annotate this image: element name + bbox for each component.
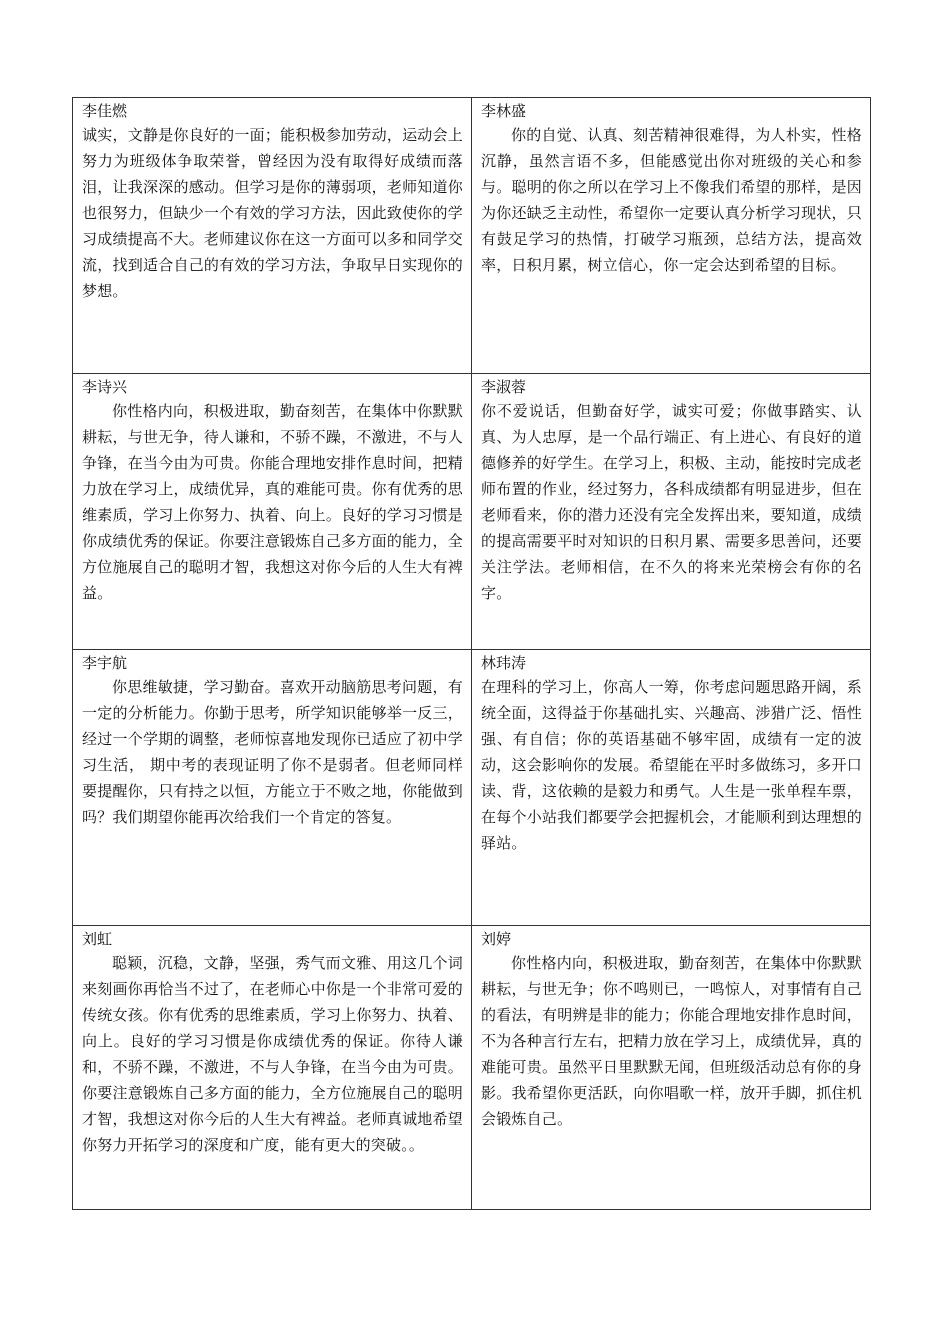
comment-cell-liu-hong bbox=[73, 926, 472, 1209]
comment-text: 你不爱说话，但勤奋好学，诚实可爱；你做事踏实、认真、为人忠厚，是一个品行端正、有上进心、有良好的道德修养的好学生。在学习上，积极、主动，能按时完成老师布置的作业，经过努力，各科成绩都有明显进步，但在老师看来，你的潜力还没有完全发挥出来，要知道，成绩的提高需要平时对知识的日积月累、需要多思善问，还要关注学法。老师相信，在不久的将来光荣榜会有你的名字。 bbox=[481, 402, 862, 602]
student-name: 李诗兴 bbox=[82, 378, 128, 396]
comment-cell-li-jiaran bbox=[73, 98, 472, 374]
comment-cell-lin-weitao bbox=[472, 650, 870, 926]
student-name: 李宇航 bbox=[82, 654, 128, 672]
student-name: 李佳燃 bbox=[82, 102, 128, 120]
comment-cell-li-yuhang bbox=[73, 650, 472, 926]
comments-table bbox=[72, 97, 871, 1210]
student-name: 刘婷 bbox=[481, 930, 512, 948]
comment-cell-li-linsheng bbox=[472, 98, 870, 374]
comment-cell-li-shixing bbox=[73, 374, 472, 650]
comment-text: 你性格内向，积极进取，勤奋刻苦，在集体中你默默耕耘，与世无争，待人谦和，不骄不躁，不激进，不与人争锋，在当今由为可贵。你能合理地安排作息时间，把精力放在学习上，成绩优异，真的难能可贵。你有优秀的思维素质，学习上你努力、执着、向上。良好的学习习惯是你成绩优秀的保证。你要注意锻炼自己多方面的能力，全方位施展自己的聪明才智，我想这对你今后的人生大有裨益。 bbox=[82, 402, 463, 602]
student-name: 李淑蓉 bbox=[481, 378, 527, 396]
student-name: 刘虹 bbox=[82, 930, 113, 948]
comment-text: 在理科的学习上，你高人一筹，你考虑问题思路开阔，系统全面，这得益于你基础扎实、兴趣高、涉猎广泛、悟性强、有自信；你的英语基础不够牢固，成绩有一定的波动，这会影响你的发展。希望能在平时多做练习，多开口读、背，这依赖的是毅力和勇气。人生是一张单程车票，在每个小站我们都要学会把握机会，才能顺利到达理想的驿站。 bbox=[481, 678, 862, 852]
student-name: 林玮涛 bbox=[481, 654, 527, 672]
student-name: 李林盛 bbox=[481, 102, 527, 120]
comment-text: 你思维敏捷，学习勤奋。喜欢开动脑筋思考问题，有一定的分析能力。你勤于思考，所学知识能够举一反三，经过一个学期的调整，老师惊喜地发现你已适应了初中学习生活， 期中考的表现证明了你不是弱者。但老师同样要提醒你，只有持之以恒，方能立于不败之地，你能做到吗？我们期望你能再次给我们一个肯定的答复。 bbox=[82, 678, 463, 826]
comment-text: 你性格内向，积极进取，勤奋刻苦，在集体中你默默耕耘，与世无争；你不鸣则已，一鸣惊人，对事情有自己的看法，有明辨是非的能力；你能合理地安排作息时间，不为各种言行左右，把精力放在学习上，成绩优异，真的难能可贵。虽然平日里默默无闻，但班级活动总有你的身影。我希望你更活跃，向你唱歌一样，放开手脚，抓住机会锻炼自己。 bbox=[481, 954, 862, 1128]
comment-text: 你的自觉、认真、刻苦精神很难得，为人朴实，性格沉静，虽然言语不多，但能感觉出你对班级的关心和参与。聪明的你之所以在学习上不像我们希望的那样，是因为你还缺乏主动性，希望你一定要认真分析学习现状，只有鼓足学习的热情，打破学习瓶颈，总结方法，提高效率，日积月累，树立信心，你一定会达到希望的目标。 bbox=[481, 126, 862, 274]
comment-text: 诚实，文静是你良好的一面；能积极参加劳动，运动会上努力为班级体争取荣誉，曾经因为没有取得好成绩而落泪，让我深深的感动。但学习是你的薄弱项，老师知道你也很努力，但缺少一个有效的学习方法，因此致使你的学习成绩提高不大。老师建议你在这一方面可以多和同学交流，找到适合自己的有效的学习方法，争取早日实现你的梦想。 bbox=[82, 126, 463, 300]
comment-cell-li-shurong bbox=[472, 374, 870, 650]
comment-text: 聪颖，沉稳，文静，坚强，秀气而文雅、用这几个词来刻画你再恰当不过了，在老师心中你是一个非常可爱的传统女孩。你有优秀的思维素质，学习上你努力、执着、向上。良好的学习习惯是你成绩优秀的保证。你待人谦和，不骄不躁，不激进，不与人争锋，在当今由为可贵。你要注意锻炼自己多方面的能力，全方位施展自己的聪明才智，我想这对你今后的人生大有裨益。老师真诚地希望你努力开拓学习的深度和广度，能有更大的突破。。 bbox=[82, 954, 463, 1154]
comment-cell-liu-ting bbox=[472, 926, 870, 1209]
